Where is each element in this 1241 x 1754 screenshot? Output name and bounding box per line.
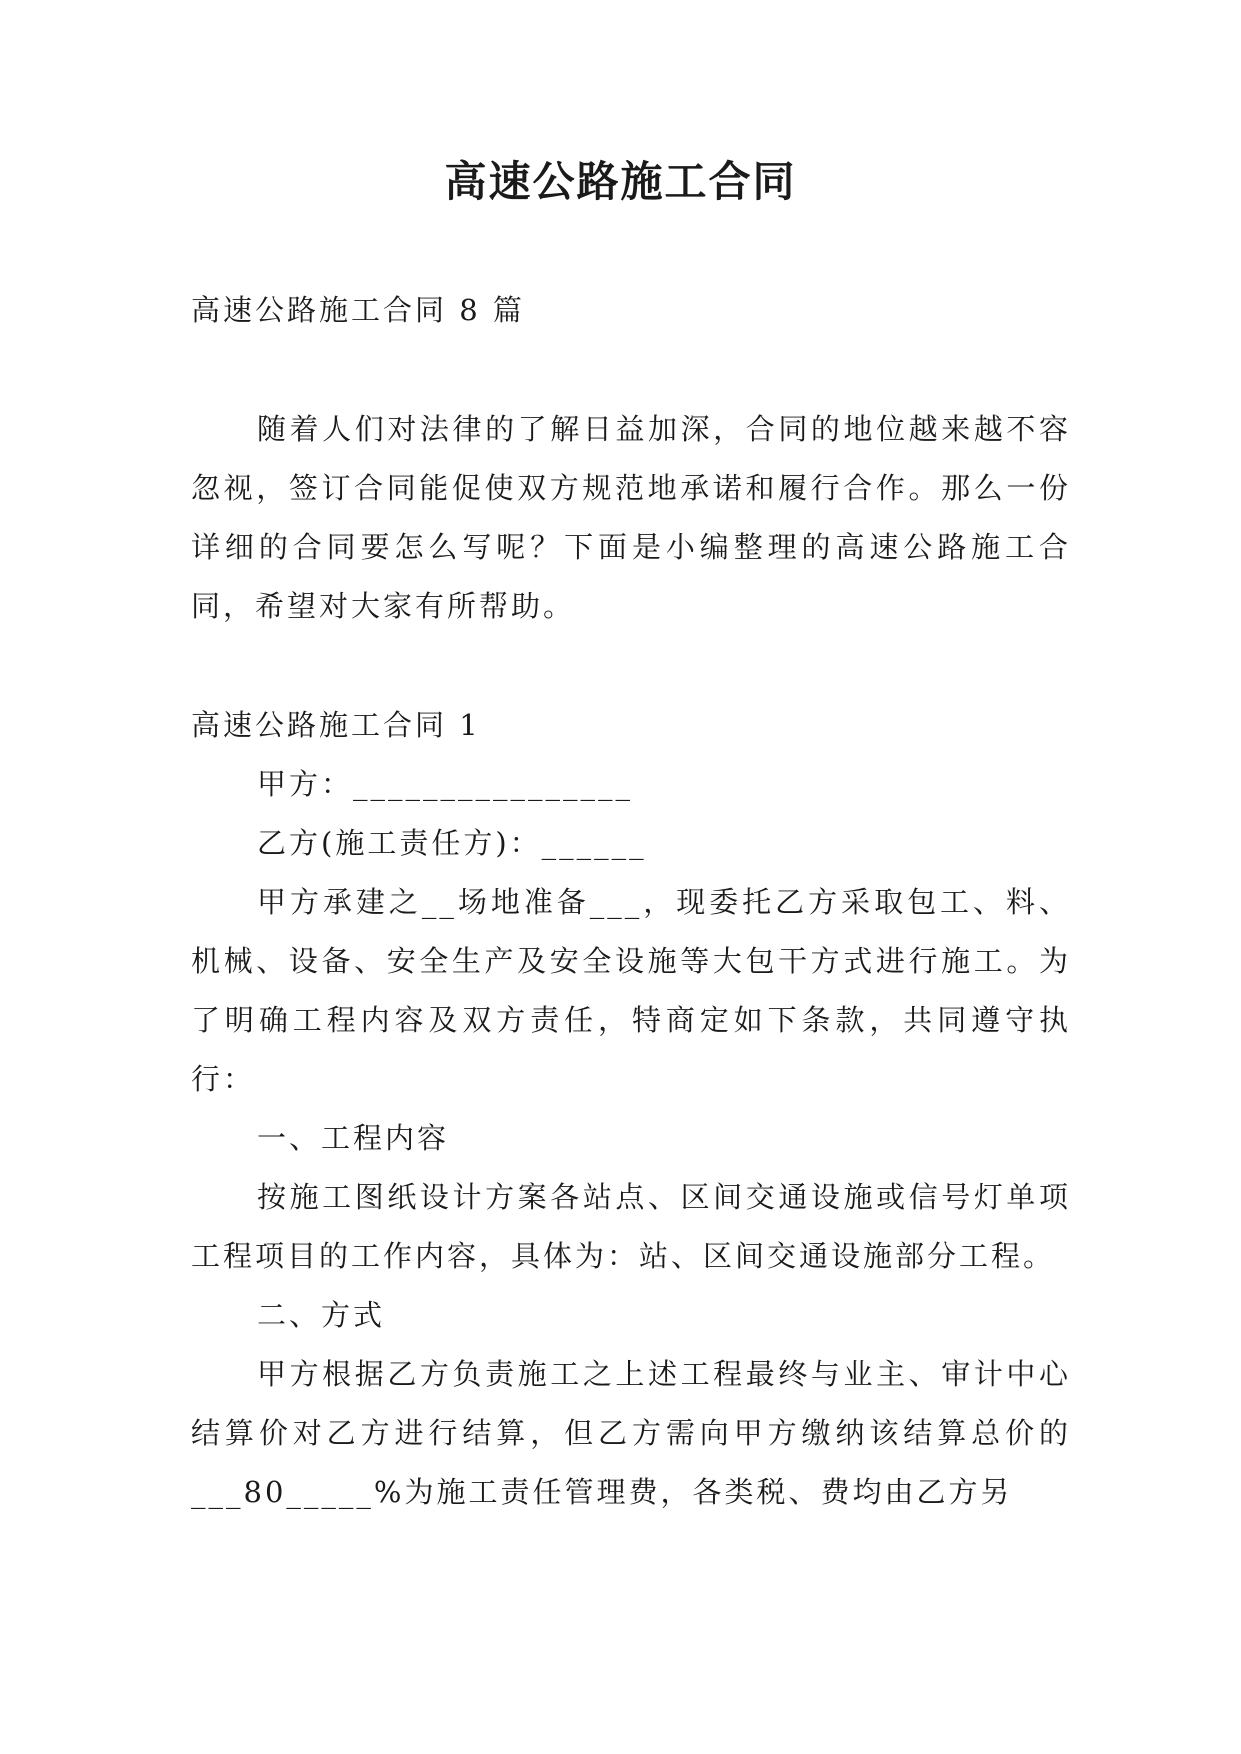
section-1-title: 一、工程内容 xyxy=(257,1121,450,1155)
contract-heading: 高速公路施工合同 1 xyxy=(191,708,481,742)
party-b-line: 乙方(施工责任方)：______ xyxy=(257,826,647,860)
section-2-text: 甲方根据乙方负责施工之上述工程最终与业主、审计中心结算价对乙方进行结算，但乙方需向甲方缴纳该结算总价的___80_____%为施工责任管理费，各类税、费均由乙方另 xyxy=(191,1357,1071,1509)
section-1-text: 按施工图纸设计方案各站点、区间交通设施或信号灯单项工程项目的工作内容，具体为：站、区间交通设施部分工程。 xyxy=(191,1180,1071,1273)
contract-preamble: 甲方承建之__场地准备___，现委托乙方采取包工、料、机械、设备、安全生产及安全设施等大包干方式进行施工。为了明确工程内容及双方责任，特商定如下条款，共同遵守执行： xyxy=(191,885,1071,1096)
section-2-title: 二、方式 xyxy=(257,1298,386,1332)
intro-paragraph: 随着人们对法律的了解日益加深，合同的地位越来越不容忽视，签订合同能促使双方规范地承诺和履行合作。那么一份详细的合同要怎么写呢？下面是小编整理的高速公路施工合同，希望对大家有所帮助。 xyxy=(191,412,1071,623)
party-a-line: 甲方：________________ xyxy=(257,767,634,801)
document-subtitle: 高速公路施工合同 8 篇 xyxy=(191,293,525,327)
document-title: 高速公路施工合同 xyxy=(444,157,797,206)
contract-section xyxy=(191,696,1071,1522)
